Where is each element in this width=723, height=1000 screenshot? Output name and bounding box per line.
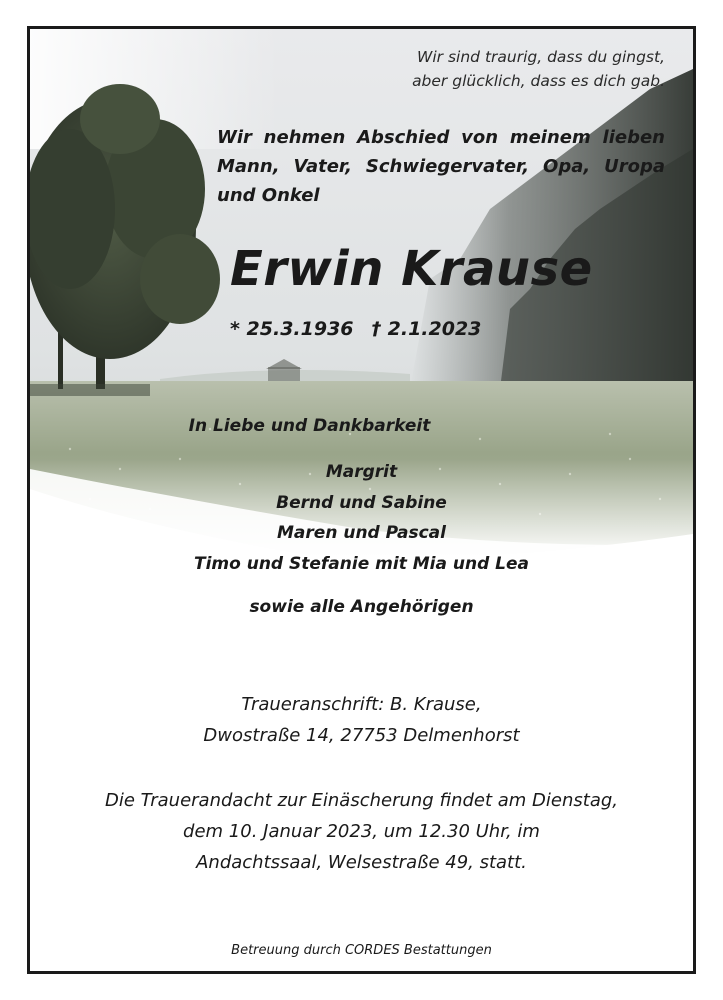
mourner: Timo und Stefanie mit Mia und Lea (193, 553, 530, 574)
address-line: Dwostraße 14, 27753 Delmenhorst (203, 725, 520, 746)
service-details (30, 785, 693, 878)
service-line: Die Trauerandacht zur Einäscherung findet am Dienstag, (104, 790, 619, 811)
funeral-home-credit: Betreuung durch CORDES Bestattungen (231, 943, 492, 958)
mourner: Maren und Pascal (277, 523, 446, 543)
life-dates (230, 315, 481, 343)
love-line (30, 413, 693, 439)
address-line: Traueranschrift: B. Krause, (241, 694, 482, 715)
motto (412, 45, 665, 93)
mourning-address (30, 689, 693, 751)
farewell-intro: Wir nehmen Abschied von meinem lieben Mann, Vater, Schwiegervater, Opa, Uropa und Onkel (217, 127, 665, 206)
motto-line: Wir sind traurig, dass du gingst, (417, 48, 665, 66)
relatives-line: sowie alle Angehörigen (249, 597, 474, 617)
motto-line: aber glücklich, dass es dich gab. (412, 72, 665, 90)
notice-frame (27, 26, 696, 974)
love-line-text: In Liebe und Dankbarkeit (188, 416, 431, 436)
death-date: † 2.1.2023 (371, 318, 482, 340)
mourners-list (30, 457, 693, 579)
deceased-name: Erwin Krause (230, 241, 593, 297)
mourner: Margrit (325, 462, 398, 482)
mourner: Bernd und Sabine (276, 492, 447, 513)
service-line: Andachtssaal, Welsestraße 49, statt. (196, 852, 527, 873)
birth-date: * 25.3.1936 (230, 318, 354, 340)
service-line: dem 10. Januar 2023, um 12.30 Uhr, im (183, 821, 540, 842)
